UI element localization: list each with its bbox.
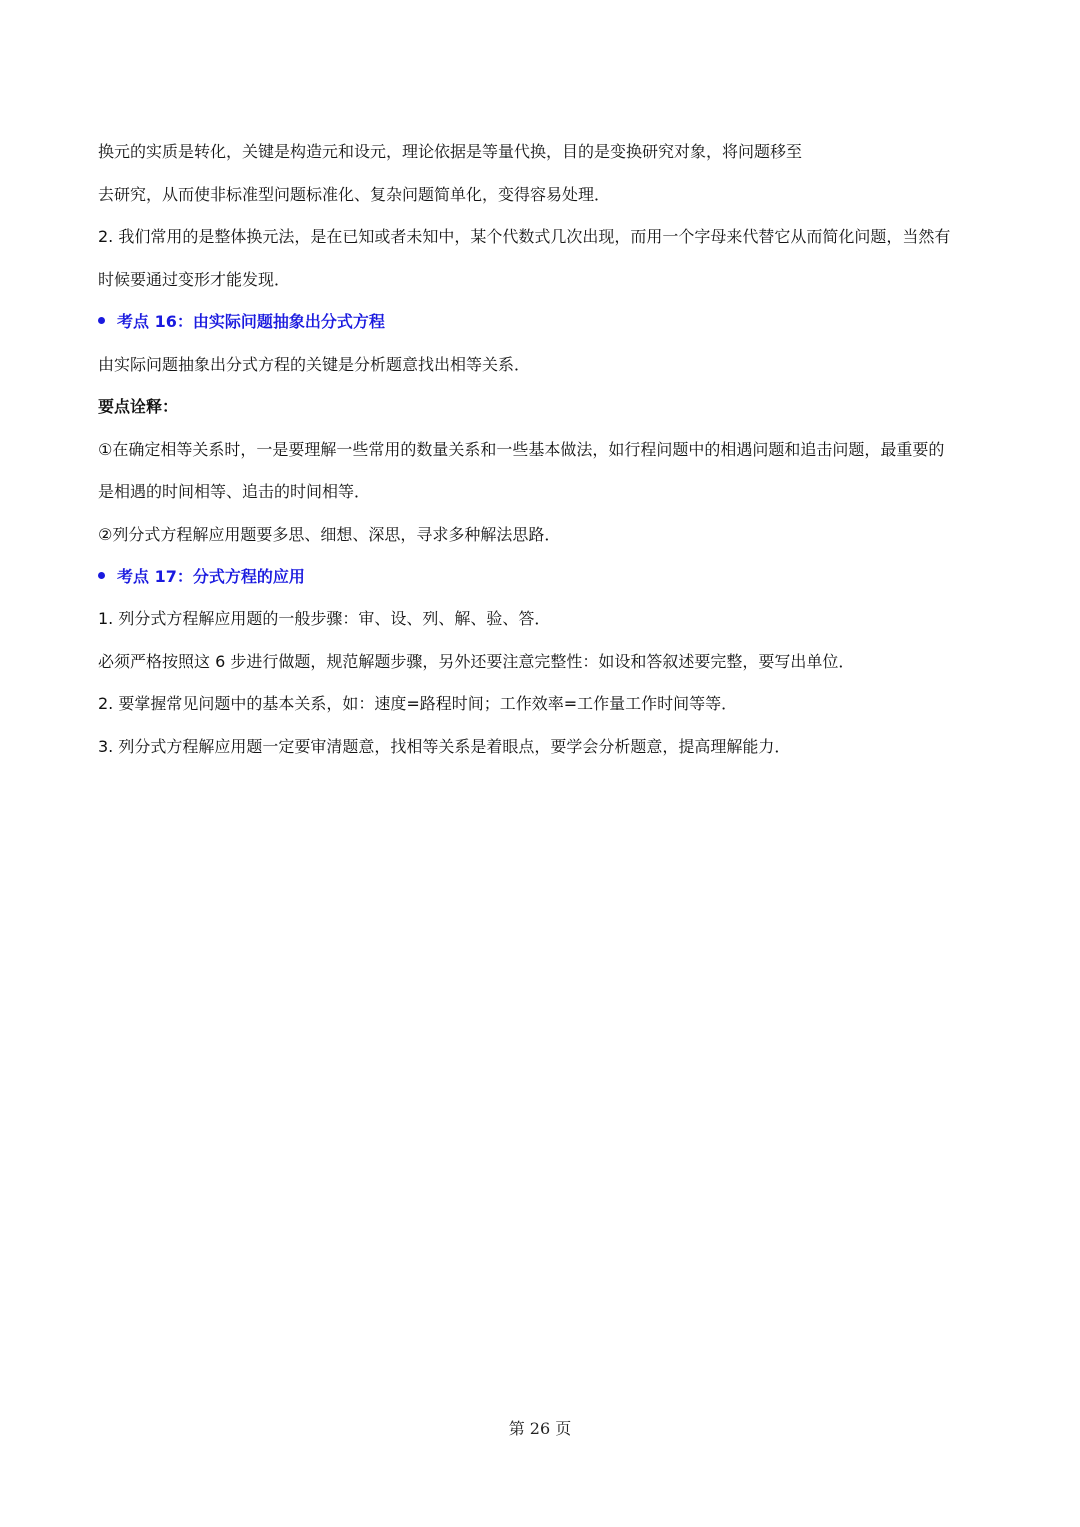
paragraph-line: 时候要通过变形才能发现．	[98, 270, 291, 289]
paragraph-line: 2. 我们常用的是整体换元法，是在已知或者未知中，某个代数式几次出现，而用一个字母来代替它从而简化问题，当然有	[98, 227, 951, 246]
bullet-icon	[98, 572, 105, 579]
section-heading-17	[98, 566, 982, 588]
key-points-label: 要点诠释：	[98, 397, 179, 416]
paragraph-line: 3. 列分式方程解应用题一定要审清题意，找相等关系是着眼点，要学会分析题意，提高理解能力．	[98, 737, 791, 756]
paragraph-line: 去研究，从而使非标准型问题标准化、复杂问题简单化，变得容易处理．	[98, 185, 611, 204]
paragraph-line: 必须严格按照这 6 步进行做题，规范解题步骤，另外还要注意完整性：如设和答叙述要完整，要写出单位．	[98, 652, 855, 671]
paragraph-line: 由实际问题抽象出分式方程的关键是分析题意找出相等关系．	[98, 355, 531, 374]
section-heading-text: 考点 16：由实际问题抽象出分式方程	[117, 312, 385, 331]
paragraph-line: 2. 要掌握常见问题中的基本关系，如：速度=路程时间；工作效率=工作量工作时间等等．	[98, 694, 738, 713]
paragraph-line: ②列分式方程解应用题要多思、细想、深思，寻求多种解法思路．	[98, 525, 561, 544]
bullet-icon	[98, 317, 105, 324]
paragraph-line: ①在确定相等关系时，一是要理解一些常用的数量关系和一些基本做法，如行程问题中的相遇问题和追击问题，最重要的	[98, 440, 945, 459]
section-heading-text: 考点 17：分式方程的应用	[117, 567, 305, 586]
section-heading-16	[98, 311, 982, 333]
page-number: 第 26 页	[508, 1419, 572, 1438]
paragraph-line: 是相遇的时间相等、追击的时间相等．	[98, 482, 371, 501]
paragraph-line: 换元的实质是转化，关键是构造元和设元，理论依据是等量代换，目的是变换研究对象，将问题移至	[98, 142, 803, 161]
paragraph-line: 1. 列分式方程解应用题的一般步骤：审、设、列、解、验、答．	[98, 609, 551, 628]
